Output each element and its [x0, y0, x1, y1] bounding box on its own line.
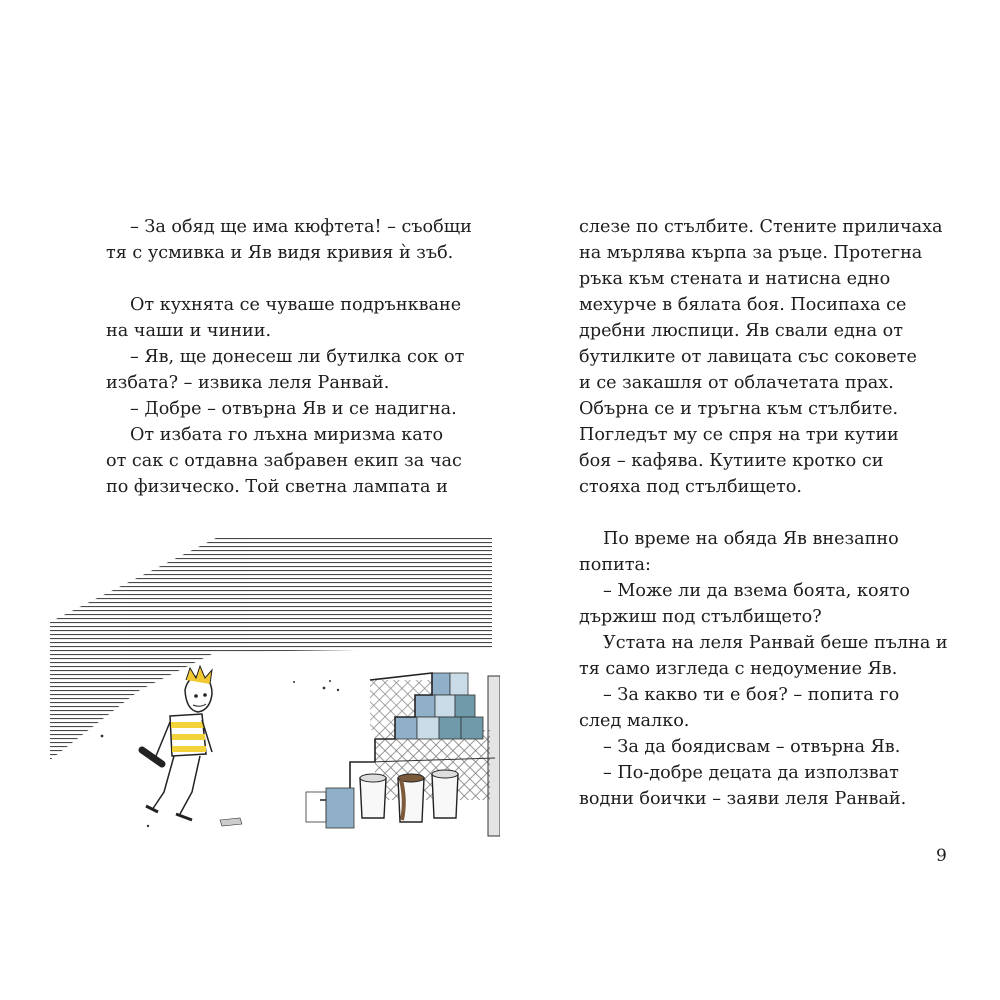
page-number: 9 — [936, 846, 947, 866]
boy-character — [142, 666, 212, 820]
text-line: на мърлява кърпа за ръце. Протегна — [579, 243, 923, 263]
paint-cans — [360, 770, 458, 822]
text-line: – За да боядисвам – отвърна Яв. — [603, 737, 901, 757]
text-line: слезе по стълбите. Стените приличаха — [579, 217, 943, 237]
paragraph-gap — [579, 500, 929, 526]
text-line: – За обяд ще има кюфтета! – съобщи — [130, 217, 472, 237]
text-line: – Яв, ще донесеш ли бутилка сок от — [130, 347, 465, 367]
paragraph-gap — [106, 266, 446, 292]
text-line: и се закашля от облачетата прах. — [579, 373, 894, 393]
text-line: по физическо. Той светна лампата и — [106, 477, 448, 497]
text-line: стояха под стълбището. — [579, 477, 802, 497]
left-text-column — [106, 214, 472, 500]
floor-debris — [101, 680, 340, 827]
text-line: – За какво ти е боя? – попита го — [603, 685, 900, 705]
text-line: на чаши и чинии. — [106, 321, 272, 341]
text-line: избата? – извика леля Ранвай. — [106, 373, 390, 393]
text-line: Устата на леля Ранвай беше пълна и — [603, 633, 948, 653]
text-line: мехурче в бялата боя. Посипаха се — [579, 295, 907, 315]
right-text-column — [579, 214, 948, 812]
text-line: – Може ли да взема боята, която — [603, 581, 910, 601]
text-line: По време на обяда Яв внезапно — [603, 529, 899, 549]
text-line: тя само изгледа с недоумение Яв. — [579, 659, 898, 679]
basement-illustration — [40, 530, 500, 860]
text-line: От кухнята се чуваше подрънкване — [130, 295, 462, 315]
text-line: водни боички – заяви леля Ранвай. — [579, 789, 907, 809]
text-line: попита: — [579, 555, 651, 575]
text-line: От избата го лъхна миризма като — [130, 425, 444, 445]
text-line: от сак с отдавна забравен екип за час — [106, 451, 462, 471]
text-line: боя – кафява. Кутиите кротко си — [579, 451, 884, 471]
text-line: – По-добре децата да използват — [603, 763, 899, 783]
text-line: след малко. — [579, 711, 690, 731]
text-line: дребни люспици. Яв свали една от — [579, 321, 903, 341]
text-line: – Добре – отвърна Яв и се надигна. — [130, 399, 457, 419]
text-line: бутилките от лавицата със соковете — [579, 347, 917, 367]
text-line: Погледът му се спря на три кутии — [579, 425, 899, 445]
text-line: ръка към стената и натисна едно — [579, 269, 891, 289]
text-line: Обърна се и тръгна към стълбите. — [579, 399, 899, 419]
text-line: тя с усмивка и Яв видя кривия ѝ зъб. — [106, 243, 454, 263]
text-line: държиш под стълбището? — [579, 607, 822, 627]
